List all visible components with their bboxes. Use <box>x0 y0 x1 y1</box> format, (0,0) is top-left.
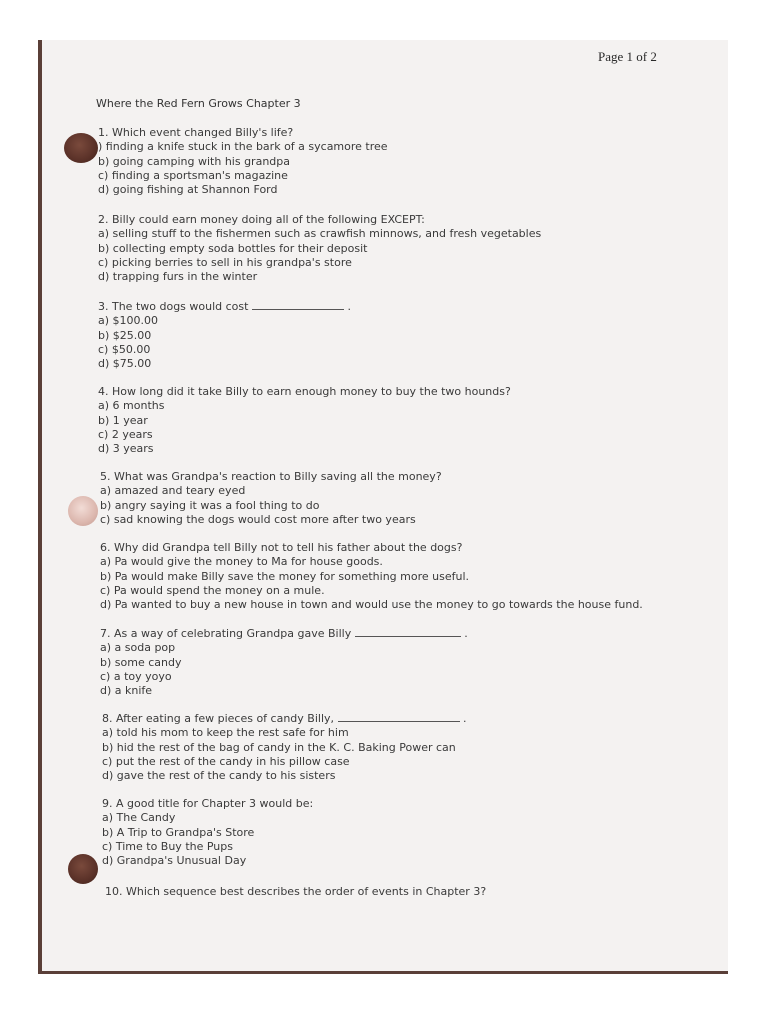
question-text: 4. How long did it take Billy to earn enough money to buy the two hounds? <box>98 385 511 398</box>
option-c: c) Pa would spend the money on a mule. <box>100 583 325 597</box>
answer-blank <box>252 299 344 310</box>
option-c: c) picking berries to sell in his grandpa's store <box>98 255 352 269</box>
page-title: Where the Red Fern Grows Chapter 3 <box>96 97 301 110</box>
question-text: 5. What was Grandpa's reaction to Billy saving all the money? <box>100 470 442 483</box>
option-a: a) selling stuff to the fishermen such as crawfish minnows, and fresh vegetables <box>98 227 542 241</box>
option-c: c) finding a sportsman's magazine <box>98 168 288 182</box>
option-b: b) collecting empty soda bottles for their deposit <box>98 241 368 255</box>
option-c: c) a toy yoyo <box>100 669 172 683</box>
question-6 <box>100 541 643 612</box>
option-d: d) Grandpa's Unusual Day <box>102 854 247 868</box>
question-text: 10. Which sequence best describes the order of events in Chapter 3? <box>105 885 487 898</box>
question-end: . <box>464 627 468 640</box>
option-d: d) trapping furs in the winter <box>98 270 258 284</box>
option-b: b) Pa would make Billy save the money for something more useful. <box>100 569 469 583</box>
question-end: . <box>463 712 467 725</box>
option-c: c) put the rest of the candy in his pillow case <box>102 754 350 768</box>
answer-blank <box>355 626 461 637</box>
question-7 <box>100 626 468 698</box>
option-c: c) 2 years <box>98 427 153 441</box>
question-text: 2. Billy could earn money doing all of the following EXCEPT: <box>98 213 425 226</box>
option-a: a) 6 months <box>98 399 165 413</box>
option-b: b) hid the rest of the bag of candy in the K. C. Baking Power can <box>102 740 456 754</box>
page-number: Page 1 of 2 <box>598 49 657 64</box>
option-c: c) $50.00 <box>98 342 151 356</box>
option-d: d) gave the rest of the candy to his sisters <box>102 769 336 783</box>
option-b: b) A Trip to Grandpa's Store <box>102 825 255 839</box>
punch-hole-top <box>64 133 98 163</box>
answer-blank <box>338 711 460 722</box>
option-d: d) going fishing at Shannon Ford <box>98 183 278 197</box>
question-10 <box>105 885 486 899</box>
question-text: 9. A good title for Chapter 3 would be: <box>102 797 314 810</box>
punch-hole-middle <box>68 496 98 526</box>
question-line <box>102 711 467 726</box>
question-text: 7. As a way of celebrating Grandpa gave Billy <box>100 627 352 640</box>
option-d: d) Pa wanted to buy a new house in town and would use the money to go towards the house fund. <box>100 598 643 612</box>
question-5 <box>100 470 442 527</box>
option-b: b) 1 year <box>98 413 148 427</box>
option-a: ) finding a knife stuck in the bark of a sycamore tree <box>98 140 388 154</box>
question-1 <box>98 126 388 197</box>
question-4 <box>98 385 511 456</box>
option-b: b) angry saying it was a fool thing to do <box>100 498 320 512</box>
option-d: d) 3 years <box>98 442 154 456</box>
option-a: a) The Candy <box>102 811 176 825</box>
option-b: b) going camping with his grandpa <box>98 154 290 168</box>
punch-hole-bottom <box>68 854 98 884</box>
question-text: 6. Why did Grandpa tell Billy not to tell his father about the dogs? <box>100 541 463 554</box>
question-text: 8. After eating a few pieces of candy Billy, <box>102 712 335 725</box>
option-b: b) $25.00 <box>98 328 152 342</box>
question-3 <box>98 299 351 371</box>
option-b: b) some candy <box>100 655 182 669</box>
option-d: d) a knife <box>100 684 153 698</box>
question-2 <box>98 213 541 284</box>
option-c: c) sad knowing the dogs would cost more after two years <box>100 512 416 526</box>
question-text: 3. The two dogs would cost <box>98 300 249 313</box>
option-a: a) $100.00 <box>98 314 159 328</box>
option-a: a) told his mom to keep the rest safe for him <box>102 726 349 740</box>
question-line <box>100 626 468 641</box>
option-a: a) a soda pop <box>100 641 176 655</box>
option-c: c) Time to Buy the Pups <box>102 839 233 853</box>
question-8 <box>102 711 467 783</box>
option-a: a) amazed and teary eyed <box>100 484 246 498</box>
question-text: 1. Which event changed Billy's life? <box>98 126 294 139</box>
question-line <box>98 299 351 314</box>
option-a: a) Pa would give the money to Ma for house goods. <box>100 555 383 569</box>
question-9 <box>102 797 313 868</box>
question-end: . <box>347 300 351 313</box>
option-d: d) $75.00 <box>98 357 152 371</box>
